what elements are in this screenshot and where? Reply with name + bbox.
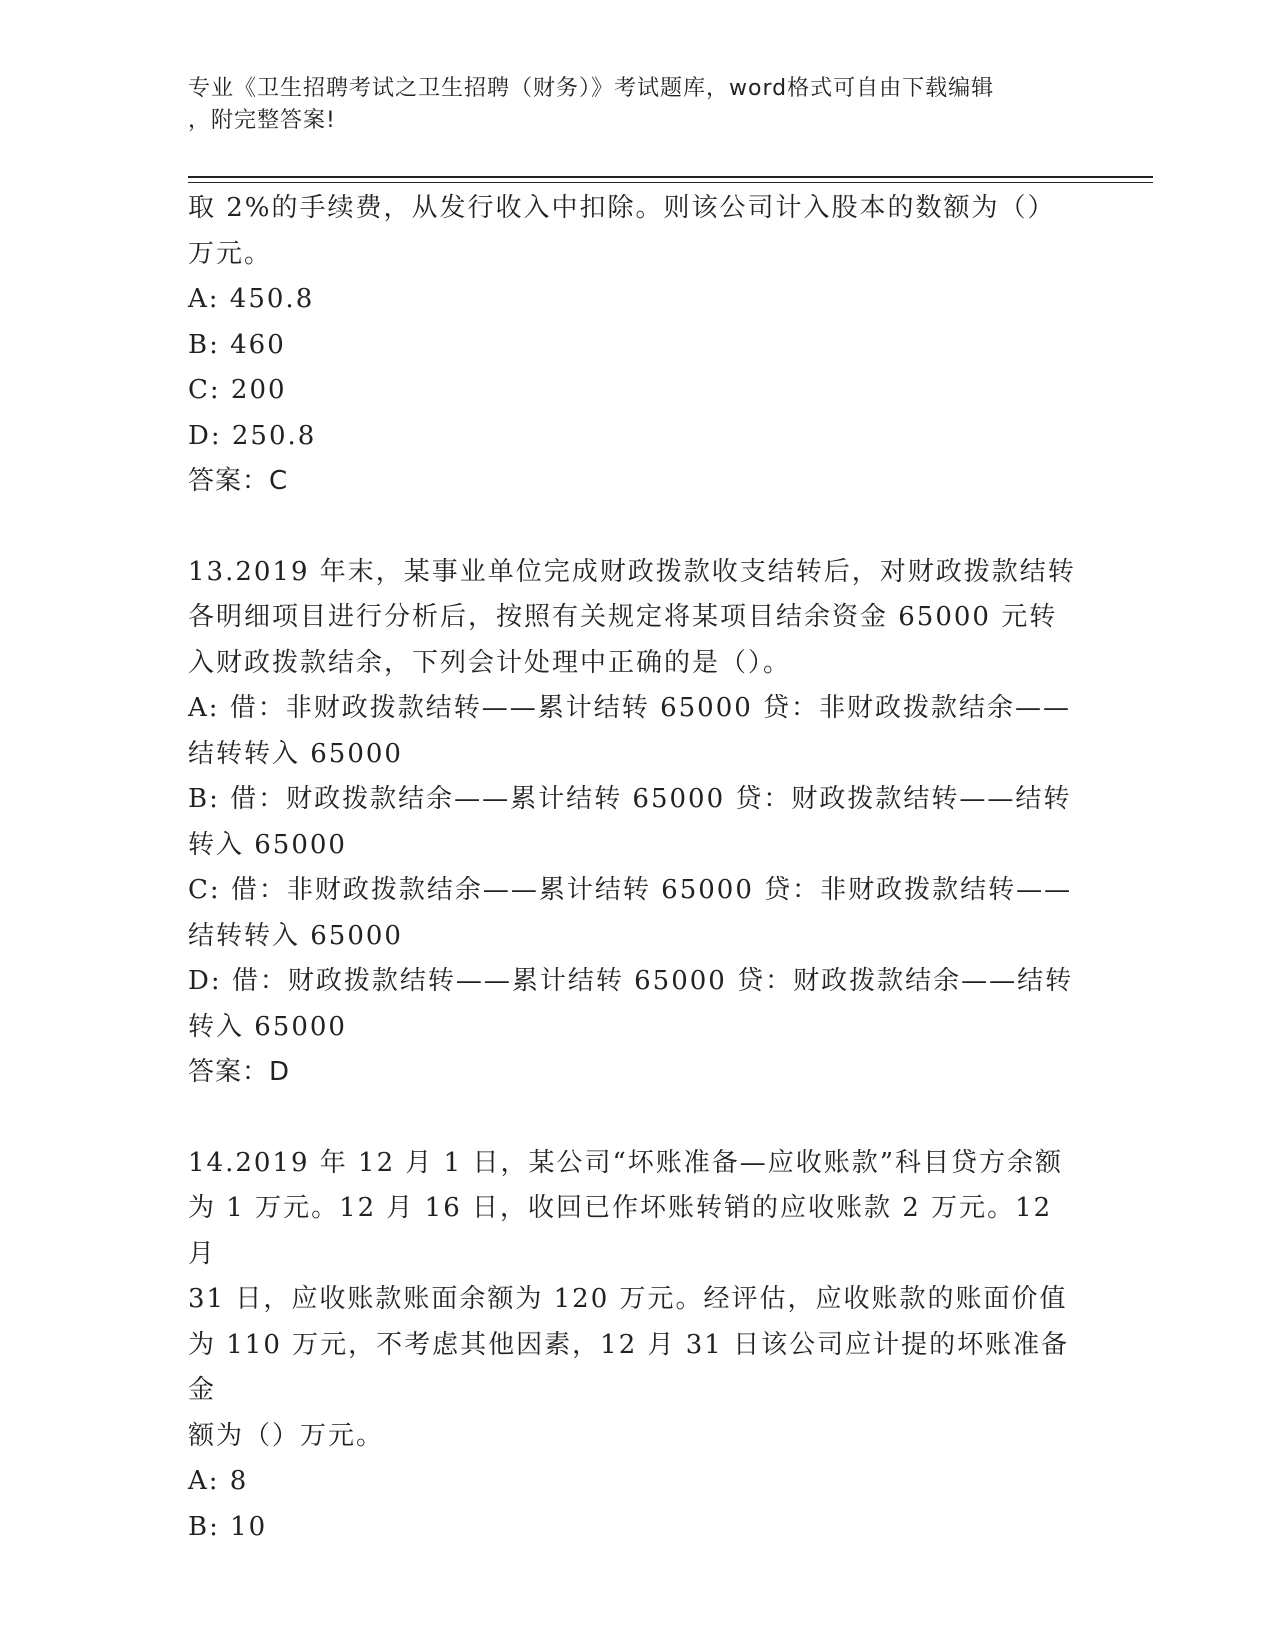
question-13 xyxy=(188,550,1088,1096)
question-14 xyxy=(188,1141,1088,1551)
question-stem-line: 13.2019 年末，某事业单位完成财政拨款收支结转后，对财政拨款结转 xyxy=(188,556,1076,587)
option-b-continuation: 转入 65000 xyxy=(188,829,347,860)
header-title-line: 专业《卫生招聘考试之卫生招聘（财务）》考试题库，word格式可自由下载编辑 xyxy=(188,76,995,101)
option-c: C: 借：非财政拨款结余——累计结转 65000 贷：非财政拨款结转—— xyxy=(188,875,1073,905)
header-title-continuation: ，附完整答案! xyxy=(188,108,336,133)
option-a: A: 450.8 xyxy=(188,284,315,314)
option-a-continuation: 结转转入 65000 xyxy=(188,738,403,769)
question-stem-line: 入财政拨款结余，下列会计处理中正确的是（）。 xyxy=(188,647,792,678)
header-divider-thick xyxy=(188,176,1153,178)
option-b: B: 10 xyxy=(188,1511,268,1542)
question-stem-line: 为 1 万元。12 月 16 日，收回已作坏账转销的应收账款 2 万元。12 月 xyxy=(188,1193,1053,1269)
question-stem-line: 14.2019 年 12 月 1 日，某公司“坏账准备—应收账款”科目贷方余额 xyxy=(188,1147,1064,1178)
answer-line: 答案：D xyxy=(188,1057,291,1087)
question-spacer xyxy=(188,1096,1088,1141)
option-b: B: 460 xyxy=(188,329,286,360)
option-b: B: 借：财政拨款结余——累计结转 65000 贷：财政拨款结转——结转 xyxy=(188,784,1072,814)
question-stem-line: 取 2%的手续费，从发行收入中扣除。则该公司计入股本的数额为（） xyxy=(188,193,1056,223)
question-stem-line: 额为（）万元。 xyxy=(188,1420,385,1451)
option-c: C: 200 xyxy=(188,375,287,405)
question-12 xyxy=(188,186,1088,505)
question-stem-line: 万元。 xyxy=(188,238,273,269)
option-a: A: 8 xyxy=(188,1466,249,1496)
option-d: D: 250.8 xyxy=(188,420,317,451)
option-d: D: 借：财政拨款结转——累计结转 65000 贷：财政拨款结余——结转 xyxy=(188,966,1074,996)
question-spacer xyxy=(188,505,1088,550)
option-d-continuation: 转入 65000 xyxy=(188,1011,347,1042)
header-divider-thin xyxy=(188,182,1153,183)
question-stem-line: 为 110 万元，不考虑其他因素，12 月 31 日该公司应计提的坏账准备金 xyxy=(188,1329,1070,1405)
option-c-continuation: 结转转入 65000 xyxy=(188,920,403,951)
option-a: A: 借：非财政拨款结转——累计结转 65000 贷：非财政拨款结余—— xyxy=(188,693,1072,723)
document-header xyxy=(188,73,1078,137)
question-stem-line: 31 日，应收账款账面余额为 120 万元。经评估，应收账款的账面价值 xyxy=(188,1284,1068,1314)
question-stem-line: 各明细项目进行分析后，按照有关规定将某项目结余资金 65000 元转 xyxy=(188,602,1058,632)
document-body xyxy=(188,186,1088,1550)
answer-line: 答案：C xyxy=(188,466,289,496)
